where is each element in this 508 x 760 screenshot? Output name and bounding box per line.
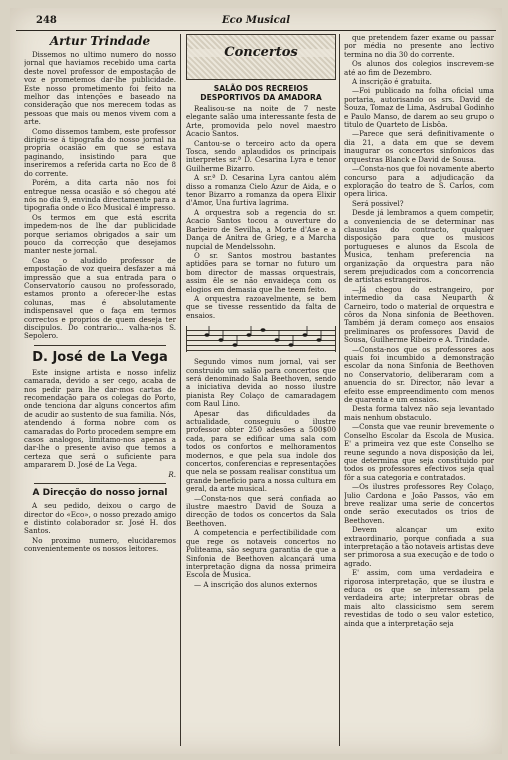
paragraph: A sr.ª D. Cesarina Lyra cantou além disso a romanza Cielo Azur de Aida, e o tenor Bizarro a romanza da opera Elixir d'Amor, Una furtiva lagrima. bbox=[186, 173, 336, 208]
paragraph: Caso o aludido professor de empostação de voz queira desfazer a má impressão que a sua entrada para o Conservatorio causou no professorado, estamos pronto a oferecer-lhe estas colunas, mas é absolutamente indispensavel que o faça em termos correctos e proprios de quem deseja ter discipulos. Do contrario... valha-nos S. Sepolero. bbox=[24, 255, 176, 341]
paragraph: —Consta que vae reunir brevemente o Conselho Escolar da Escola de Musica. E' a primeira vez que este Conselho se reune segundo a nova disposição da lei, que determina que seja constituido por todos os professores efectivos seja qual fôr a sua categoria e contratados. bbox=[344, 422, 494, 482]
paragraph: —Consta-nos que será confiada ao ilustre maestro David de Souza a direcção de todos os concertos da Sala Beethoven. bbox=[186, 493, 336, 528]
paragraph: — A inscrição dos alunos externos bbox=[194, 579, 318, 589]
column-2 bbox=[186, 34, 336, 748]
page-number: 248 bbox=[36, 15, 57, 26]
paragraph: —Parece que será definitivamente o dia 21, a data em que se devem inaugurar os concertos sinfonicos das orquestras Blanck e David de Sousa. bbox=[344, 129, 494, 164]
paragraph: Realisou-se na noite de 7 neste elegante salão uma interessante festa de Arte, promovida pelo novel maestro Acacio Santos. bbox=[186, 104, 336, 139]
paragraph: A orquestra sob a regencia do sr. Acacio Santos tocou a ouverture do Barbeiro de Sevilha, a Morte d'Ase e a Dança de Anitra de Grieg, e a Marcha nupcial de Mendelssohn. bbox=[186, 207, 336, 251]
signature: R. bbox=[168, 469, 176, 479]
paragraph: Os termos em que está escrita impedem-nos de lhe dar publicidade porque seriamos obrigados a sair um pouco da correcção que desejamos manter neste jornal. bbox=[24, 212, 176, 256]
paragraph: Porém, a dita carta não nos foi entregue nessa ocasião e só chegou até nós no dia 9, envinda directamente para a tipografia onde o Eco Musical é impresso. bbox=[24, 178, 176, 213]
article-title-direccao: A Direcção do nosso jornal bbox=[32, 488, 168, 499]
column-rule bbox=[339, 34, 340, 746]
paragraph: Este insigne artista e nosso infeliz camarada, devido a ser cego, acaba de nos pedir para lhe dar-mos cartas de recomendação para os colegas do Porto, onde tenciona dar alguns concertos afim de acudir ao sustento de sua familia. Nós, atendendo á forma nobre com os camaradas do Porto procedem sempre em casos analogos, limitamo-nos apenas a dar-lhe o presente aviso que temos a certeza que será o suficiente para ampararem D. José de La Vega. bbox=[24, 367, 176, 470]
paragraph: A inscrição é gratuita. bbox=[352, 77, 432, 87]
page-header bbox=[16, 12, 496, 31]
paragraph: O sr. Santos mostrou bastantes aptidões para se tornar no futuro um bom director de massas orquestrais, assim êle se não envaideça com os elogios em demasia que lhe teem feito. bbox=[186, 250, 336, 294]
paragraph: Desde já lembramos a quem competir, a conveniencia de se determinar nas clausulas do contracto, qualquer disposição para que os musicos portugueses e alunos da Escola de Musica, tenham preferencia na organização da orquestra para não serem prejudicados com a concorrencia de artistas estrangeiros. bbox=[344, 208, 494, 285]
article-body-sala-beethoven bbox=[186, 358, 336, 589]
paragraph: Apesar das dificuldades da actualidade, conseguiu o ilustre professor obter 250 adesões a 500$00 cada, para se edificar uma sala com todos os confortos e melhoramentos modernos, e que pela sua indole dos concertos, conferencias e representações que nela se possam realisar constitua um grande beneficio para a nossa cultura em geral, da arte musical. bbox=[186, 408, 336, 494]
paragraph: Desta forma talvez não seja levantado mais nenhum obstaculo. bbox=[344, 404, 494, 422]
column-3 bbox=[344, 34, 494, 748]
article-title-amadora: SALÃO DOS RECREIOS DESPORTIVOS DA AMADORA bbox=[200, 84, 322, 102]
paragraph: No proximo numero, elucidaremos convenientemente os nossos leitores. bbox=[24, 535, 176, 554]
paragraph: Dissemos no ultimo numero do nosso jornal que haviamos recebido uma carta deste novel professor de empostação de voz e prometemos dar-lhe publicidade. Este nosso prometimento foi feito na melhor das intenções e baseado na consideração que nos merecem todas as pessoas que mais ou menos vivem com a arte. bbox=[24, 50, 176, 127]
vignette-lettering: Concertos bbox=[187, 49, 335, 57]
article-body-trindade bbox=[24, 51, 176, 341]
paragraph: Como dissemos tambem, este professor dirigiu-se á tipografia do nosso jornal na propria ocasião em que se estava paginando, insistindo para que inseriremos a referida carta no Eco de 8 do corrente. bbox=[24, 126, 176, 178]
paragraph: —Consta-nos que os professores aos quais foi incumbido a demonstração escolar da nona Sinfonia de Beethoven no Conservatorio, deliberaram com a anuencia do sr. Director, não levar a efeito esse empreendimento com menos de quarenta e um ensaios. bbox=[344, 344, 494, 405]
concertos-vignette bbox=[186, 34, 336, 80]
paragraph: Será possivel? bbox=[352, 198, 404, 208]
paragraph: —Foi publicado na folha oficial uma portaria, autorisando os srs. David de Souza, Tomaz de Lima, Asdrubal Godinho e Paulo Manso, de darem ao seu grupo o titulo de Quarteto de Lisbôa. bbox=[344, 86, 494, 130]
paragraph: A orquestra razoavelmente, se bem que se tivesse ressentido da falta de ensaios. bbox=[186, 293, 336, 320]
column-1 bbox=[24, 34, 176, 748]
paragraph: —Consta-nos que foi novamente aberto concurso para a adjudicação da exploração do teatro de S. Carlos, com opera lirica. bbox=[344, 164, 494, 199]
article-title-vega: D. José de La Vega bbox=[32, 349, 168, 365]
article-body-direccao bbox=[24, 502, 176, 553]
running-title: Eco Musical bbox=[222, 15, 290, 26]
paragraph: —Os ilustres professores Rey Colaço, Julio Cardona e João Passos, vão em breve realizar uma serie de concertos onde serão executados os trios de Beethoven. bbox=[344, 482, 494, 525]
newspaper-page bbox=[10, 8, 502, 754]
paragraph: Os alunos dos colegios inscrevem-se até ao fim de Dezembro. bbox=[344, 59, 494, 77]
divider bbox=[34, 345, 166, 346]
paragraph: que pretendem fazer exame ou passar por média no presente ano lectivo termina no dia 30 do corrente. bbox=[344, 34, 494, 59]
column-rule bbox=[180, 34, 181, 746]
divider bbox=[34, 483, 166, 484]
paragraph: A seu pedido, deixou o cargo de director do «Eco», o nosso prezado amigo e distinto colaborador sr. José H. dos Santos. bbox=[24, 501, 176, 536]
paragraph: Cantou-se o terceiro acto da opera Tosca, sendo aplaudidos os principais interpretes sr.ª D. Cesarina Lyra e tenor Guilherme Bizarro. bbox=[186, 138, 336, 173]
article-title-trindade: Artur Trindade bbox=[49, 34, 151, 48]
article-body-amadora bbox=[186, 105, 336, 320]
paragraph: —Já chegou do estrangeiro, por intermedio da casa Neuparth & Carneiro, todo o material de orquestra e côros da Nona sinfonia de Beethoven. Também já deram começo aos ensaios preliminares os professores David de Sousa, Guilherme Ribeiro e A. Trindade. bbox=[344, 284, 494, 345]
article-body-news bbox=[344, 34, 494, 628]
article-body-vega bbox=[24, 369, 176, 470]
paragraph: E' assim, com uma verdadeira e rigorosa interpretação, que se ilustra e educa os que se interessam pela verdadeira arte; interpretar obras de mais alto classicismo sem serem revestidas de todo o seu valor estetico, ainda que a interpretação seja bbox=[344, 568, 494, 628]
paragraph: Segundo vimos num jornal, vai ser construido um salão para concertos que será denominado Sala Beethoven, sendo a iniciativa devida ao nosso ilustre pianista Rey Colaço de camaradagem com Raul Lino. bbox=[186, 357, 336, 409]
paragraph: Devem alcançar um exito extraordinario, porque confiada a sua interpretação a tão notaveis artistas deve ser primorosa a sua execução e de todo o agrado. bbox=[344, 525, 494, 568]
music-score-ornament bbox=[186, 326, 336, 352]
paragraph: A competencia e perfectibilidade com que rege os notaveis concertos no Politeama, são segura garantia de que a Sinfonia de Beethoven alcançará uma interpretação digna da nossa primeira Escola de Musica. bbox=[186, 528, 336, 580]
